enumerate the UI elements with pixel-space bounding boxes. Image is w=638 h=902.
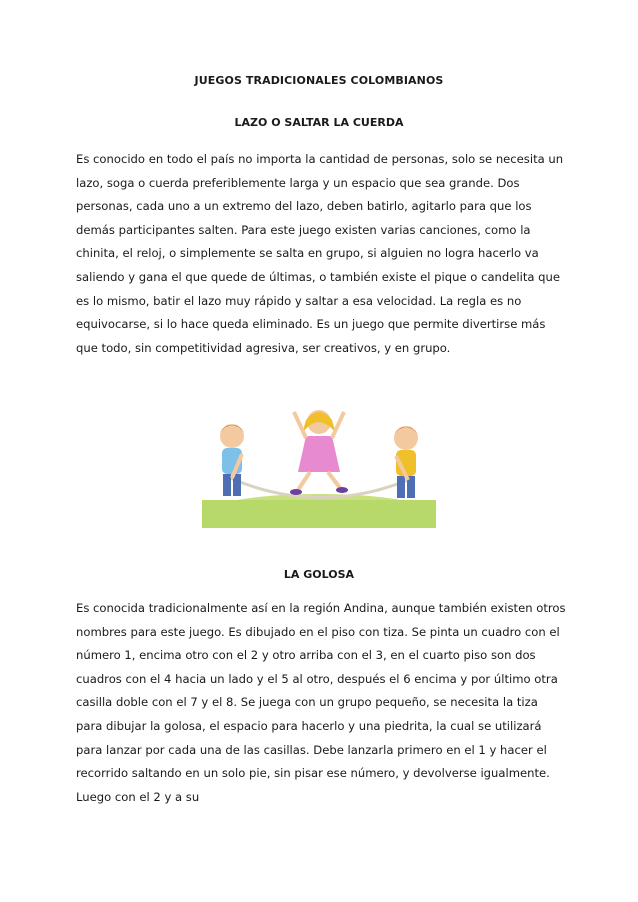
paragraph-lazo: Es conocido en todo el país no importa la cantidad de personas, solo se necesita un lazo, soga o cuerda preferiblemente larga y un espacio que sea grande. Dos personas, cada uno a un extremo del lazo, deben batirlo, agitarlo para que los demás participantes salten. Para este juego existen varias canciones, como la chinita, el reloj, o simplemente se salta en grupo, si alguien no logra hacerlo va saliendo y gana el que quede de últimas, o también existe el pique o candelita que es lo mismo, batir el lazo muy rápido y saltar a esa velocidad. La regla es no equivocarse, si lo hace queda eliminado. Es un juego que permite divertirse más que todo, sin competitividad agresiva, ser creativos, y en grupo.	[76, 152, 564, 355]
document-title: JUEGOS TRADICIONALES COLOMBIANOS	[194, 74, 444, 87]
section-heading-lazo: LAZO O SALTAR LA CUERDA	[234, 116, 404, 129]
paragraph-golosa: Es conocida tradicionalmente así en la región Andina, aunque también existen otros nombres para este juego. Es dibujado en el piso con tiza. Se pinta un cuadro con el número 1, encima otro con el 2 y otro arriba con el 3, en el cuarto piso son dos cuadros con el 4 hacia un lado y el 5 al otro, después el 6 encima y por último otra casilla doble con el 7 y el 8. Se juega con un grupo pequeño, se necesita la tiza para dibujar la golosa, el espacio para hacerlo y una piedrita, la cual se utilizará para lanzar por cada una de las casillas. Debe lanzarla primero en el 1 y hacer el recorrido saltando en un solo pie, sin pisar ese número, y devolverse igualmente. Luego con el 2 y a su	[76, 601, 566, 804]
section-heading-golosa: LA GOLOSA	[283, 568, 355, 581]
children-jumping-rope-illustration	[202, 398, 436, 528]
